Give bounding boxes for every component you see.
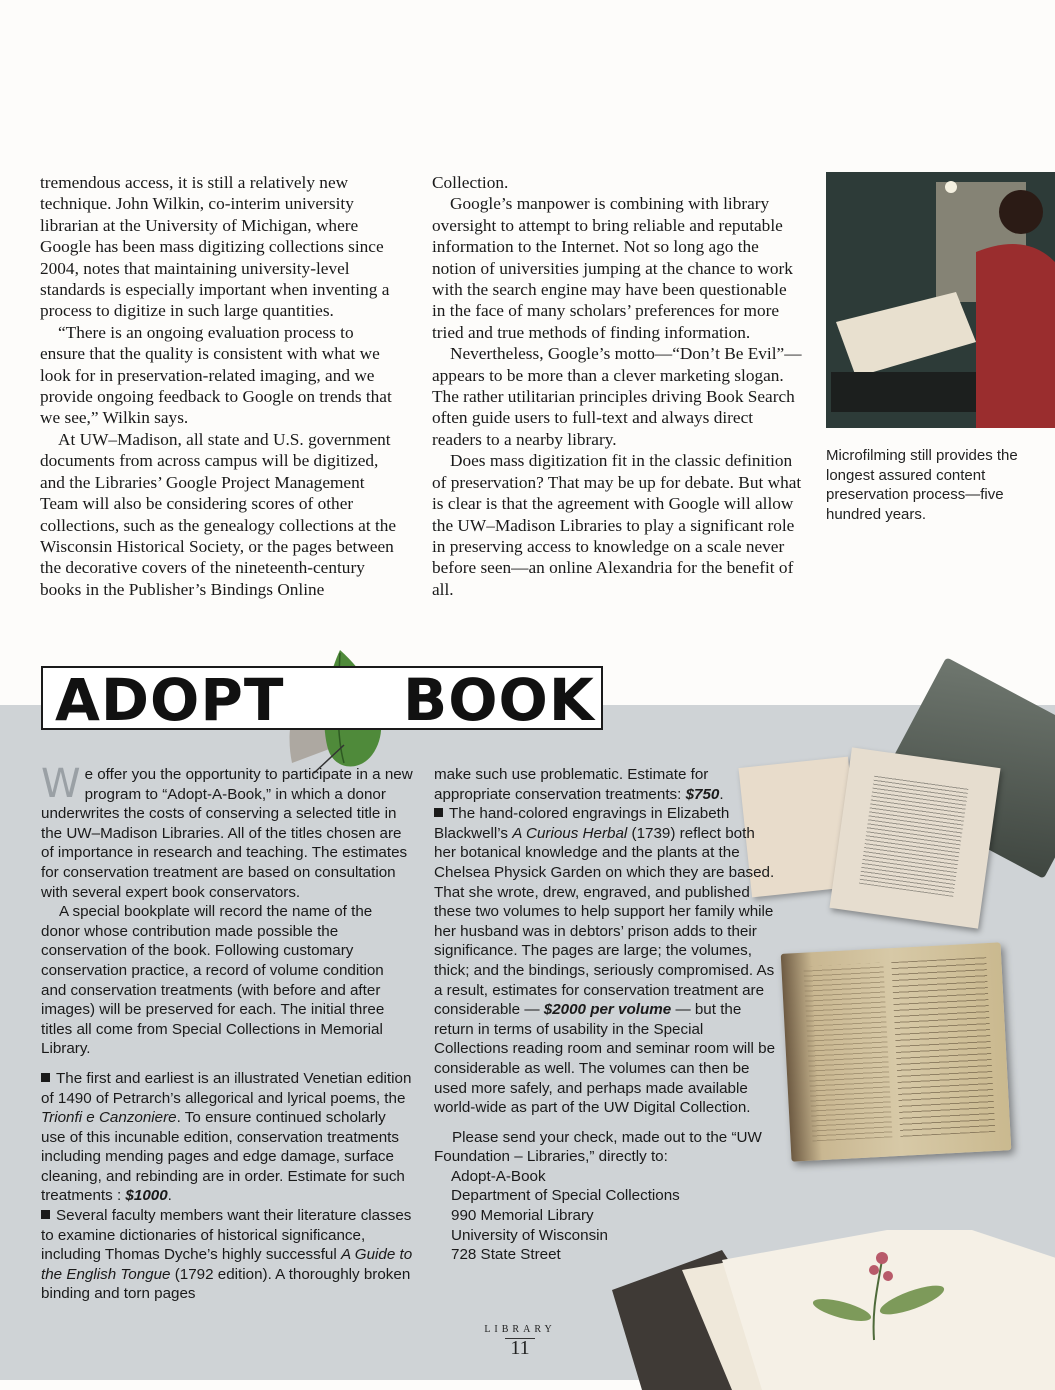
item-text: Several faculty members want their literature classes to examine dictionaries of historical significance, including Thomas Dyche’s highly successful [41, 1207, 412, 1264]
book-image [781, 942, 1012, 1161]
footer-section-label: LIBRARY [484, 1324, 556, 1335]
adopt-column-1 [41, 761, 413, 1304]
banner-word: BOOK [403, 666, 595, 734]
item-text: (1739) reflect both her botanical knowledge and the plants at the Chelsea Physick Garden on which they are based. That she wrote, drew, engraved, and published these two volumes to help support her family while her husband was in debtors’ prison adds to their significance. The pages are large; the volumes, thick; and the bindings, seriously compromised. As a result, estimates for conservation treatment are considerable — [434, 824, 775, 1019]
address-line: Adopt-A-Book [451, 1167, 546, 1185]
banner-word: A [329, 666, 374, 734]
item-text: make such use problematic. Estimate for appropriate conservation treatments: [434, 766, 709, 803]
adopt-intro-text: e offer you the opportunity to participate in a new program to “Adopt-A-Book,” in which a donor underwrites the costs of conserving a selected title in the UW–Madison Libraries. All of the titles chosen are of importance in research and teaching. The estimates for conservation treatment are based on consultation with several expert book conservators. [41, 766, 413, 901]
book-image [829, 747, 1000, 928]
adopt-item-2-continued: make such use problematic. Estimate for appropriate conservation treatments: $750. [434, 766, 724, 803]
adopt-item-1: The first and earliest is an illustrated Venetian edition of 1490 of Petrarch’s allegorical and lyrical poems, the Trionfi e Canzoniere. To ensure continued scholarly use of this incunable edition, conservation treatments including mending pages and edge damage, surface cleaning, and rebinding are in order. Estimate for such treatments : $1000. [41, 1069, 412, 1205]
microfilming-photo-illustration [826, 172, 1055, 428]
adopt-item-3 [434, 804, 779, 1118]
article-paragraph: “There is an ongoing evaluation process to ensure that the quality is consistent with what we look for in preservation-related imaging, and we provide ongoing feedback to Google on trends that we see,” Wilkin says. [40, 322, 392, 428]
article-paragraph: Does mass digitization fit in the classic definition of preservation? That may be up for debate. But what is clear is that the agreement with Google will allow the UW–Madison Libraries to play a significant role in preserving access to knowledge on a scale never before seen—an online Alexandria for the benefit of all. [432, 451, 802, 599]
item-title: A Guide to the English Tongue [41, 1246, 413, 1283]
photo-caption: Microfilming still provides the longest assured content preservation process—five hundred years. [826, 447, 1018, 523]
item-text: — but the return in terms of usability in the Special Collections reading room and seminar room will be considerable as well. The volumes can then be used more safely, and perhaps made available world-wide as part of the UW Digital Collection. [434, 1001, 776, 1117]
item-text: The hand-colored engravings in Elizabeth Blackwell’s [434, 805, 730, 842]
adopt-paragraph: A special bookplate will record the name of the donor whose contribution made possible the conservation of the book. Following customary conservation practice, a record of volume condition and conservation treatments (with before and after images) will be preserved for each. The initial three titles all come from Special Collections in Memorial Library. [41, 903, 385, 1058]
bullet-icon [434, 808, 443, 817]
bullet-icon [41, 1210, 50, 1219]
address-line: University of Wisconsin [451, 1226, 608, 1244]
send-instructions: Please send your check, made out to the “UW Foundation – Libraries,” directly to: [434, 1128, 762, 1166]
banner-word: ADOPT [55, 666, 285, 734]
address-line: Department of Special Collections [451, 1187, 680, 1205]
item-price: $1000 [125, 1187, 168, 1205]
page-number: 11 [510, 1337, 530, 1359]
address-line: 990 Memorial Library [451, 1207, 594, 1225]
adopt-a-book-banner [41, 666, 603, 734]
article-paragraph: Nevertheless, Google’s motto—“Don’t Be Evil”—appears to be more than a clever marketing slogan. The rather utilitarian principles driving Book Search often guide users to full-text and always direct readers to a nearby library. [432, 344, 802, 449]
address-line: 728 State Street [451, 1246, 561, 1264]
article-paragraph: At UW–Madison, all state and U.S. government documents from across campus will be digitized, and the Libraries’ Google Project Management Team will also be considering scores of other collections, such as the genealogy collections at the Wisconsin Historical Society, or the pages between the decorative covers of the nineteenth-century books in the Publisher’s Bindings Online [40, 429, 397, 599]
article-column-2 [432, 172, 802, 600]
item-text: The first and earliest is an illustrated Venetian edition of 1490 of Petrarch’s allegorical and lyrical poems, the [41, 1069, 412, 1107]
adopt-intro [41, 761, 413, 902]
article-paragraph: tremendous access, it is still a relatively new technique. John Wilkin, co-interim university librarian at the University of Michigan, where Google has been mass digitizing collections since 2004, notes that maintaining university-level standards is especially important when inventing a process to digitize in such large quantities. [40, 173, 390, 321]
item-title: A Curious Herbal [512, 824, 628, 842]
item-text: . To ensure continued scholarly use of this incunable edition, conservation treatments including mending pages and edge damage, surface cleaning, and rebinding are in order. Estimate for such treatments : [41, 1109, 405, 1205]
article-paragraph: Google’s manpower is combining with library oversight to attempt to bring reliable and reputable information to the Internet. Not so long ago the notion of universities jumping at the chance to work with the search engine may have been questionable in the face of many scholars’ preferences for more tried and true methods of finding information. [432, 194, 793, 342]
bullet-icon [41, 1073, 50, 1082]
adopt-column-2 [434, 765, 779, 1265]
item-price: $2000 per volume [543, 1001, 672, 1019]
microfilming-photo [826, 172, 1055, 428]
drop-cap: W [41, 761, 81, 807]
article-paragraph: Collection. [432, 173, 509, 192]
item-text: (1792 edition). A thoroughly broken binding and torn pages [41, 1265, 411, 1303]
article-column-1 [40, 172, 400, 600]
item-title: Trionfi e Canzoniere [41, 1109, 177, 1127]
item-price: $750 [685, 785, 720, 803]
adopt-item-2 [41, 1206, 413, 1304]
